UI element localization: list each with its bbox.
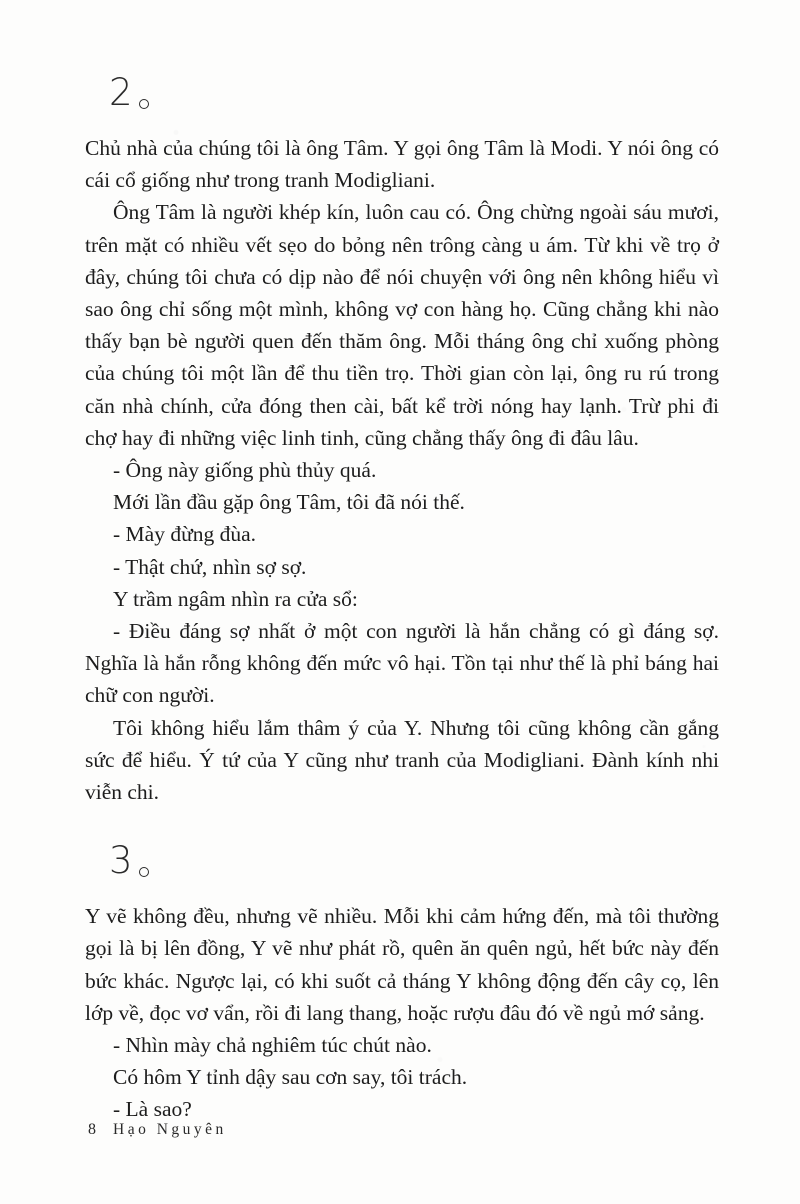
page-footer [88,1121,227,1139]
dialogue-line: - Mày đừng đùa. [113,522,257,547]
dialogue-line: - Ông này giống phù thủy quá. [113,458,377,483]
paragraph: Y trầm ngâm nhìn ra cửa sổ: [113,586,358,611]
dialogue-line: - Là sao? [113,1097,192,1122]
dialogue-line: - Điều đáng sợ nhất ở một con người là hắn chẳng có gì đáng sợ. Nghĩa là hắn rỗng không đến mức vô hại. Tồn tại như thế là phỉ báng hai chữ con người. [85,619,719,708]
paragraph: Ông Tâm là người khép kín, luôn cau có. Ông chừng ngoài sáu mươi, trên mặt có nhiều vết sẹo do bỏng nên trông càng u ám. Từ khi về trọ ở đây, chúng tôi chưa có dịp nào để nói chuyện với ông nên không hiểu vì sao ông chỉ sống một mình, không vợ con hàng họ. Cũng chẳng khi nào thấy bạn bè người quen đến thăm ông. Mỗi tháng ông chỉ xuống phòng của chúng tôi một lần để thu tiền trọ. Thời gian còn lại, ông ru rú trong căn nhà chính, cửa đóng then cài, bất kể trời nóng hay lạnh. Trừ phi đi chợ hay đi những việc linh tinh, cũng chẳng thấy ông đi đâu lâu. [85,200,719,450]
page-content [85,71,719,1126]
paragraph: Tôi không hiểu lắm thâm ý của Y. Nhưng tôi cũng không cần gắng sức để hiểu. Ý tứ của Y cũng như tranh của Modigliani. Đành kính nhi viễn chi. [85,715,719,805]
author-name: Hạo Nguyên [113,1121,227,1138]
page-number: 8 [88,1121,97,1138]
dialogue-line: - Thật chứ, nhìn sợ sợ. [113,554,307,579]
paragraph: Có hôm Y tỉnh dậy sau cơn say, tôi trách. [113,1065,468,1090]
section-3-body [85,900,719,1125]
section-2-number: 2 [109,71,134,114]
section-2-body [85,132,719,808]
paragraph: Chủ nhà của chúng tôi là ông Tâm. Y gọi ông Tâm là Modi. Y nói ông có cái cổ giống như trong tranh Modigliani. [85,136,719,193]
section-2-heading [109,71,719,114]
section-3-heading [109,839,719,883]
heading-period-dot [139,99,149,109]
section-3-number: 3 [109,839,134,883]
heading-period-dot [139,867,149,877]
dialogue-line: - Nhìn mày chả nghiêm túc chút nào. [113,1033,432,1058]
paragraph: Y vẽ không đều, nhưng vẽ nhiều. Mỗi khi cảm hứng đến, mà tôi thường gọi là bị lên đồng, Y vẽ như phát rồ, quên ăn quên ngủ, hết bức này đến bức khác. Ngược lại, có khi suốt cả tháng Y không động đến cây cọ, lên lớp về, đọc vơ vẩn, rồi đi lang thang, hoặc rượu đâu đó về ngủ mớ sảng. [85,904,719,1025]
paragraph: Mới lần đầu gặp ông Tâm, tôi đã nói thế. [113,490,465,515]
